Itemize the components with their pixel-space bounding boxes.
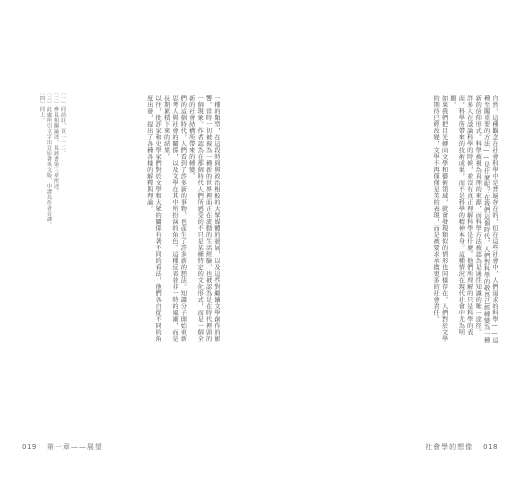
left-running-head: 第一章——展望 bbox=[46, 443, 103, 451]
right-running-head: 社會學的想像 bbox=[425, 443, 474, 451]
right-paragraph-2: 許多人在談論科學的時候，並沒有真正理解科學是什麼。他們所理解的只是科學的表面，科學所帶來的技術成果，而不是科學的精神本身。這種情況在現代社會中尤為明顯。 bbox=[448, 95, 473, 336]
left-paragraph-1: 一種的類型，在這段時間與政治相較的大眾媒體的發展，以及這些對繼續文學創作的影響。當時一切被視為一種新的世界裡面正在流動的生活經驗，也被認為是在時代裡頭的一個現象。作者認為在那個時代人們所感受的不只是某種特定的文化形式，而是一個全新的社會結構所帶來的轉變。 bbox=[187, 95, 220, 342]
footnote-1: 〔一〕同前註，頁一一二。 bbox=[60, 90, 66, 156]
footnote-2: 〔二〕參見相關論述，見該書第三章所述。 bbox=[53, 90, 59, 195]
footnotes bbox=[22, 90, 66, 330]
right-folio-row bbox=[425, 442, 498, 452]
left-folio-row bbox=[22, 442, 103, 452]
right-paragraph-3: 如果我們把目光轉向文學和藝術領域，就會發現類似的情形也同樣存在。人們對於文學的期待已經改變，文學不再僅僅是美的表現，而是被要求承擔更多的社會責任。 bbox=[432, 95, 448, 342]
right-paragraph-1: 自然，這種觀念在社會科學中是普遍存在的，但在這些社會中，人們追求的科學——這種至關重要的方法——是什麼呢？在我們這個時代，人們對科學的敬畏已經轉變為一種新的信仰形式。科學被視為真理的來源，而科學方法被認為是通往知識的唯一途徑。 bbox=[474, 95, 498, 344]
left-page-number: 019 bbox=[22, 443, 37, 451]
right-page-body bbox=[288, 95, 498, 345]
left-paragraph-2: 們的這個時代，人們看到了許多新的事物，也產生了許多新的想法。知識分子開始重新思考人與社會的關係，以及文學在其中所扮演的角色。這種反省並非一時的風潮，而是長期累積下來的結果。 bbox=[162, 95, 187, 342]
footnote-4: 〔四〕同上。 bbox=[39, 90, 45, 123]
footnote-3: 〔三〕此處所引文字出自原著英文版，中譯為作者自譯。 bbox=[46, 90, 52, 228]
right-page bbox=[260, 0, 520, 500]
right-page-number: 018 bbox=[483, 443, 498, 451]
left-paragraph-3: 以往，批評家和史學家們對於文學和大眾的關係有著不同的看法，他們各自從不同的角度出發，提出了各種各樣的解釋與理論。 bbox=[145, 95, 162, 342]
left-page-body bbox=[70, 95, 220, 345]
